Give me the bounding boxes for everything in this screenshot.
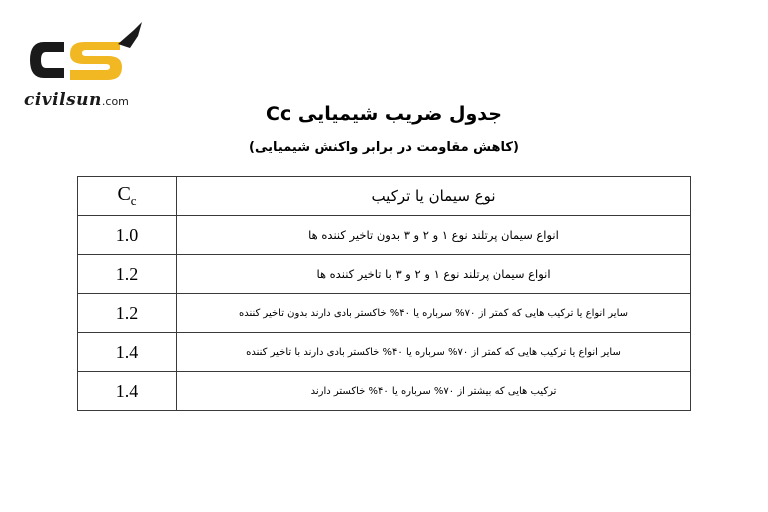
header-cc: $C_c$ [78, 177, 177, 216]
chemical-coefficient-table [77, 176, 691, 411]
row-description: سایر انواع یا ترکیب هایی که کمتر از ۷۰% سرباره یا ۴۰% خاکستر بادی دارند با تاخیر کننده [177, 333, 691, 372]
cc-value: 1.4 [78, 372, 177, 411]
table-row [78, 255, 691, 294]
row-description: سایر انواع یا ترکیب هایی که کمتر از ۷۰% سرباره یا ۴۰% خاکستر بادی دارند بدون تاخیر کننده [177, 294, 691, 333]
table-row [78, 372, 691, 411]
page-title: جدول ضریب شیمیایی Cc [266, 103, 502, 125]
logo-text: civilsun.com [24, 90, 129, 110]
site-logo[interactable] [22, 20, 152, 112]
header-type: نوع سیمان یا ترکیب [177, 177, 691, 216]
cc-value: 1.4 [78, 333, 177, 372]
row-description: انواع سیمان پرتلند نوع ۱ و ۲ و ۳ بدون تاخیر کننده ها [177, 216, 691, 255]
cc-value: 1.2 [78, 294, 177, 333]
page-subtitle: (کاهش مقاومت در برابر واکنش شیمیایی) [249, 140, 519, 155]
table-row [78, 216, 691, 255]
table-row [78, 333, 691, 372]
row-description: ترکیب هایی که بیشتر از ۷۰% سرباره یا ۴۰% خاکستر دارند [177, 372, 691, 411]
table-row [78, 294, 691, 333]
logo-cs-icon [22, 20, 152, 90]
cc-value: 1.2 [78, 255, 177, 294]
table-header-row [78, 177, 691, 216]
row-description: انواع سیمان پرتلند نوع ۱ و ۲ و ۳ با تاخیر کننده ها [177, 255, 691, 294]
cc-value: 1.0 [78, 216, 177, 255]
